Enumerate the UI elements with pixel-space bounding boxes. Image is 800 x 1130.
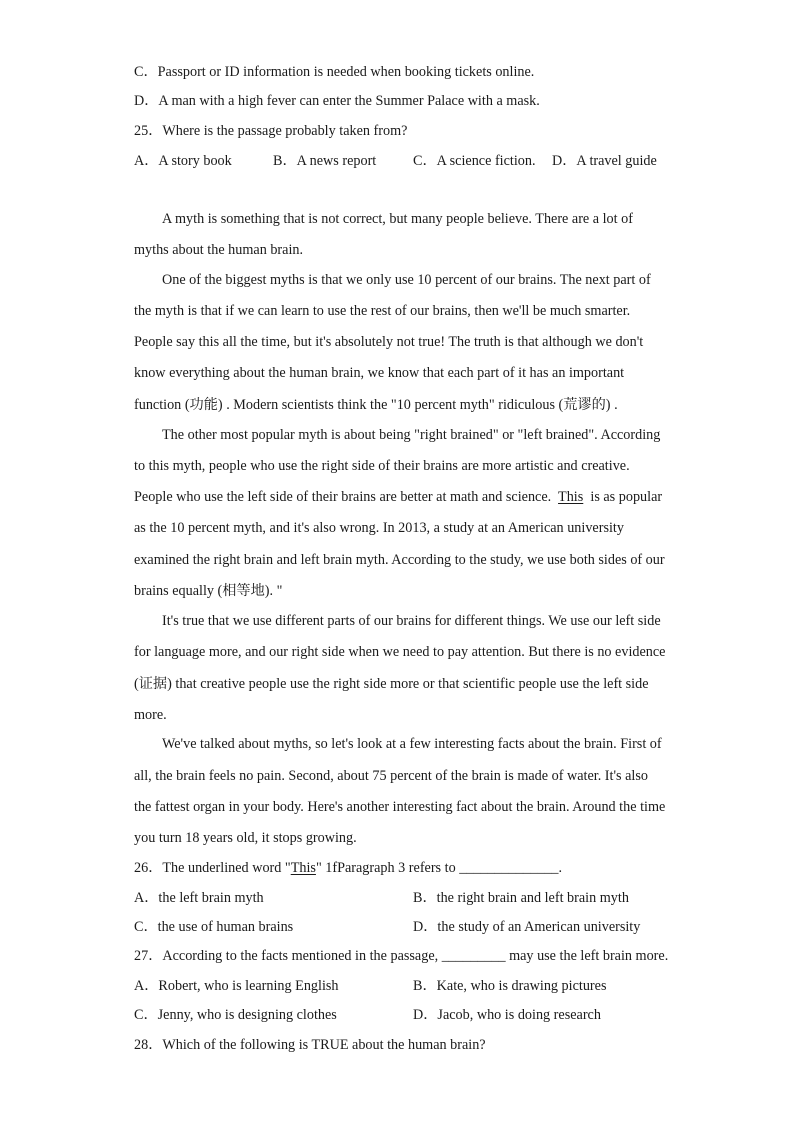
q25-option-a: A．A story book	[134, 153, 232, 169]
q26-underlined-word: This	[290, 860, 316, 876]
q27-option-a: A．Robert, who is learning English	[134, 978, 339, 994]
passage-p4-line3: (证据) that creative people use the right side more or that scientific people use the left side	[134, 676, 649, 692]
passage-p2-line3: People say this all the time, but it's absolutely not true! The truth is that although we don't	[134, 334, 644, 350]
passage-p5-line2: all, the brain feels no pain. Second, about 75 percent of the brain is made of water. It's also	[134, 768, 648, 784]
q26-stem-post: " 1fParagraph 3 refers to ______________.	[315, 860, 563, 876]
q27-stem: 27．According to the facts mentioned in the passage, _________ may use the left brain more.	[134, 948, 669, 964]
passage-p3-line4: as the 10 percent myth, and it's also wrong. In 2013, a study at an American university	[134, 520, 624, 536]
passage-p3-line3	[134, 488, 662, 506]
passage-p3-line1: The other most popular myth is about being "right brained" or "left brained". According	[162, 427, 661, 443]
q25-option-c: C．A science fiction.	[413, 153, 536, 169]
q27-option-d: D．Jacob, who is doing research	[413, 1007, 601, 1023]
passage-p5-line1: We've talked about myths, so let's look at a few interesting facts about the brain. First of	[162, 736, 662, 752]
q28-stem: 28．Which of the following is TRUE about the human brain?	[134, 1037, 486, 1053]
q25-option-d: D．A travel guide	[552, 153, 657, 169]
q26-option-c: C．the use of human brains	[134, 919, 294, 935]
q26-option-a: A．the left brain myth	[134, 890, 264, 906]
passage-p1-line1: A myth is something that is not correct, but many people believe. There are a lot of	[162, 211, 633, 227]
passage-p5-line4: you turn 18 years old, it stops growing.	[134, 830, 357, 846]
q26-option-b: B．the right brain and left brain myth	[413, 890, 629, 906]
q26-stem	[134, 859, 562, 877]
passage-p2-line5: function (功能) . Modern scientists think the "10 percent myth" ridiculous (荒谬的) .	[134, 397, 618, 413]
passage-p3-line5: examined the right brain and left brain myth. According to the study, we use both sides of our	[134, 552, 665, 568]
q26-stem-pre: 26．The underlined word "	[134, 860, 291, 876]
q27-option-c: C．Jenny, who is designing clothes	[134, 1007, 337, 1023]
passage-p3-line3-pre: People who use the left side of their brains are better at math and science.	[134, 489, 559, 505]
passage-p4-line1: It's true that we use different parts of our brains for different things. We use our left side	[162, 613, 661, 629]
q24-option-c: C．Passport or ID information is needed when booking tickets online.	[134, 64, 535, 80]
passage-p1-line2: myths about the human brain.	[134, 242, 304, 258]
q26-option-d: D．the study of an American university	[413, 919, 641, 935]
passage-p3-line6: brains equally (相等地). "	[134, 583, 283, 599]
passage-p2-line2: the myth is that if we can learn to use the rest of our brains, then we'll be much smarter.	[134, 303, 631, 319]
passage-p4-line2: for language more, and our right side when we need to pay attention. But there is no evidence	[134, 644, 666, 660]
q27-option-b: B．Kate, who is drawing pictures	[413, 978, 607, 994]
passage-p3-line3-post: is as popular	[583, 489, 663, 505]
passage-p2-line4: know everything about the human brain, we know that each part of it has an important	[134, 365, 625, 381]
passage-p2-line1: One of the biggest myths is that we only use 10 percent of our brains. The next part of	[162, 272, 651, 288]
underlined-word-this: This	[558, 489, 584, 505]
q25-option-b: B．A news report	[273, 153, 377, 169]
q24-option-d: D．A man with a high fever can enter the Summer Palace with a mask.	[134, 93, 540, 109]
passage-p4-line4: more.	[134, 707, 167, 723]
passage-p3-line2: to this myth, people who use the right side of their brains are more artistic and creative.	[134, 458, 630, 474]
passage-p5-line3: the fattest organ in your body. Here's another interesting fact about the brain. Around the time	[134, 799, 666, 815]
q25-stem: 25．Where is the passage probably taken from?	[134, 123, 408, 139]
